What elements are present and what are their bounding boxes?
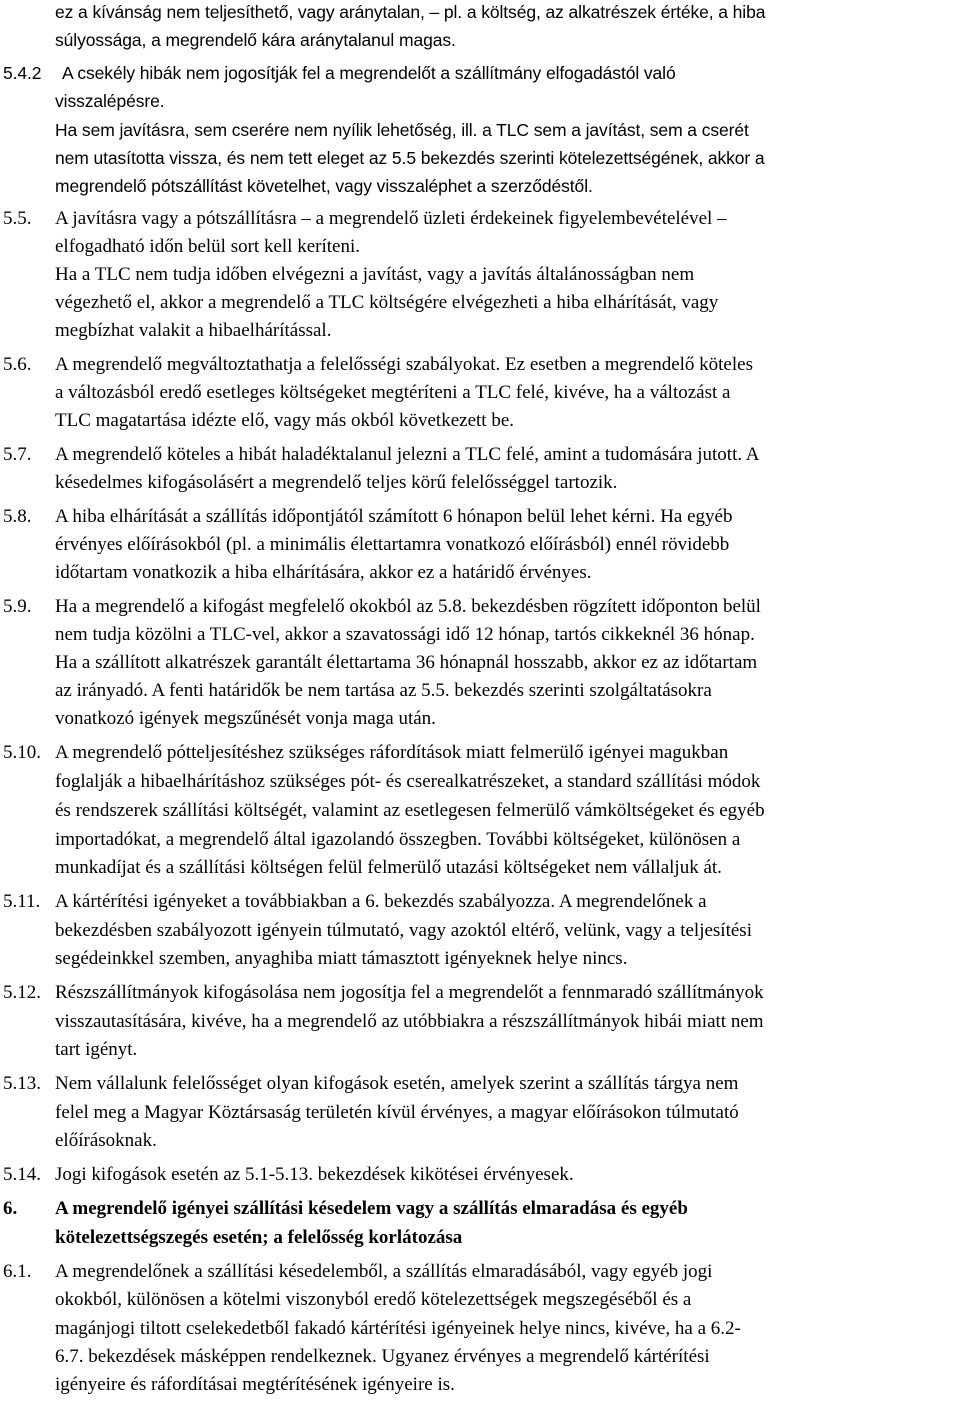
- text-line: Ha a megrendelő a kifogást megfelelő okokból az 5.8. bekezdésben rögzített időponton belül: [55, 596, 761, 617]
- text-line: ez a kívánság nem teljesíthető, vagy aránytalan, – pl. a költség, az alkatrészek értéke, a hiba: [55, 2, 766, 22]
- section-number: 6.1.: [3, 1261, 32, 1282]
- heading-line: A megrendelő igényei szállítási késedelem vagy a szállítás elmaradása és egyéb: [55, 1198, 688, 1219]
- text-line: előírásoknak.: [55, 1130, 157, 1151]
- text-line: Részszállítmányok kifogásolása nem jogosítja fel a megrendelőt a fennmaradó szállítmányok: [55, 982, 764, 1003]
- section-number: 5.4.2: [3, 63, 42, 83]
- text-line: időtartam vonatkozik a hiba elhárítására, akkor ez a határidő érvényes.: [55, 562, 592, 583]
- section-number: 5.7.: [3, 444, 32, 465]
- section-number: 5.9.: [3, 596, 32, 617]
- text-line: segédeinkkel szemben, anyaghiba miatt támasztott igényeknek helye nincs.: [55, 948, 628, 969]
- text-line: megbízhat valakit a hibaelhárítással.: [55, 320, 332, 341]
- text-line: érvényes előírásokból (pl. a minimális élettartamra vonatkozó előírásból) ennél rövidebb: [55, 534, 730, 555]
- text-line: visszautasítására, kivéve, ha a megrendelő az utóbbiakra a részszállítmányok hibái miatt nem: [55, 1011, 764, 1032]
- text-line: és rendszerek szállítási költségét, valamint az esetlegesen felmerülő vámköltségeket és egyéb: [55, 800, 765, 821]
- text-line: foglalják a hibaelhárításhoz szükséges pót- és cserealkatrészeket, a standard szállítási módok: [55, 771, 761, 792]
- text-line: magánjogi tiltott cselekedetből fakadó kártérítési igényeinek helye nincs, kivéve, ha a 6.2-: [55, 1318, 741, 1339]
- text-line: okokból, különösen a kötelmi viszonyból eredő kötelezettségek megszegéséből és a: [55, 1289, 692, 1310]
- text-line: A megrendelő pótteljesítéshez szükséges ráfordítások miatt felmerülő igényei magukban: [55, 742, 729, 763]
- text-line: igényeire és ráfordításai megtérítésének igényeire is.: [55, 1374, 455, 1395]
- heading-line: kötelezettségszegés esetén; a felelősség korlátozása: [55, 1227, 463, 1248]
- section-number: 5.12.: [3, 982, 41, 1003]
- text-line: az irányadó. A fenti határidők be nem tartása az 5.5. bekezdés szerinti szolgáltatásokra: [55, 680, 712, 701]
- section-number: 5.10.: [3, 742, 41, 763]
- text-line: bekezdésben szabályozott igényein túlmutató, vagy azoktól eltérő, velünk, vagy a teljesítési: [55, 920, 752, 941]
- text-line: tart igényt.: [55, 1039, 138, 1060]
- text-line: 6.7. bekezdések másképpen rendelkeznek. Ugyanez érvényes a megrendelő kártérítési: [55, 1346, 710, 1367]
- text-line: nem utasította vissza, és nem tett eleget az 5.5 bekezdés szerinti kötelezettségének, akkor a: [55, 148, 765, 168]
- section-number: 6.: [3, 1198, 18, 1219]
- text-line: A megrendelő megváltoztathatja a felelősségi szabályokat. Ez esetben a megrendelő köteles: [55, 354, 753, 375]
- text-line: importadókat, a megrendelő által igazolandó összegben. További költségeket, különösen a: [55, 829, 741, 850]
- section-number: 5.11.: [3, 891, 41, 912]
- text-line: a változásból eredő esetleges költségeket megtéríteni a TLC felé, kivéve, ha a változást a: [55, 382, 731, 403]
- text-line: vonatkozó igények megszűnését vonja maga után.: [55, 708, 436, 729]
- text-line: Ha sem javításra, sem cserére nem nyílik lehetőség, ill. a TLC sem a javítást, sem a cserét: [55, 120, 749, 140]
- section-number: 5.13.: [3, 1073, 41, 1094]
- text-line: A csekély hibák nem jogosítják fel a megrendelőt a szállítmány elfogadástól való: [62, 63, 676, 83]
- text-line: A kártérítési igényeket a továbbiakban a 6. bekezdés szabályozza. A megrendelőnek a: [55, 891, 707, 912]
- text-line: A megrendelőnek a szállítási késedelemből, a szállítás elmaradásából, vagy egyéb jogi: [55, 1261, 713, 1282]
- text-line: elfogadható időn belül sort kell keríteni.: [55, 236, 360, 257]
- section-number: 5.8.: [3, 506, 32, 527]
- section-number: 5.6.: [3, 354, 32, 375]
- text-line: Jogi kifogások esetén az 5.1-5.13. bekezdések kikötései érvényesek.: [55, 1164, 574, 1185]
- text-line: késedelmes kifogásolásért a megrendelő teljes körű felelősséggel tartozik.: [55, 472, 618, 493]
- text-line: súlyossága, a megrendelő kára aránytalanul magas.: [55, 30, 456, 50]
- text-line: nem tudja közölni a TLC-vel, akkor a szavatossági idő 12 hónap, tartós cikkeknél 36 hónap.: [55, 624, 755, 645]
- text-line: felel meg a Magyar Köztársaság területén kívül érvényes, a magyar előírásokon túlmutató: [55, 1102, 739, 1123]
- text-line: Ha a szállított alkatrészek garantált élettartama 36 hónapnál hosszabb, akkor ez az időtartam: [55, 652, 758, 673]
- section-number: 5.14.: [3, 1164, 41, 1185]
- text-line: Nem vállalunk felelősséget olyan kifogások esetén, amelyek szerint a szállítás tárgya nem: [55, 1073, 739, 1094]
- text-line: A megrendelő köteles a hibát haladéktalanul jelezni a TLC felé, amint a tudomására jutott. A: [55, 444, 760, 465]
- text-line: A javításra vagy a pótszállításra – a megrendelő üzleti érdekeinek figyelembevételével –: [55, 208, 727, 229]
- text-line: visszalépésre.: [55, 91, 165, 111]
- text-line: Ha a TLC nem tudja időben elvégezni a javítást, vagy a javítás általánosságban nem: [55, 264, 695, 285]
- text-line: A hiba elhárítását a szállítás időpontjától számított 6 hónapon belül lehet kérni. Ha egyéb: [55, 506, 733, 527]
- text-line: TLC magatartása idézte elő, vagy más okból következett be.: [55, 410, 514, 431]
- text-line: munkadíjat és a szállítási költségen felül felmerülő utazási költségeket nem vállaljuk át.: [55, 857, 722, 878]
- section-number: 5.5.: [3, 208, 32, 229]
- text-line: végezhető el, akkor a megrendelő a TLC költségére elvégezheti a hiba elhárítását, vagy: [55, 292, 719, 313]
- text-line: megrendelő pótszállítást követelhet, vagy visszaléphet a szerződéstől.: [55, 176, 593, 196]
